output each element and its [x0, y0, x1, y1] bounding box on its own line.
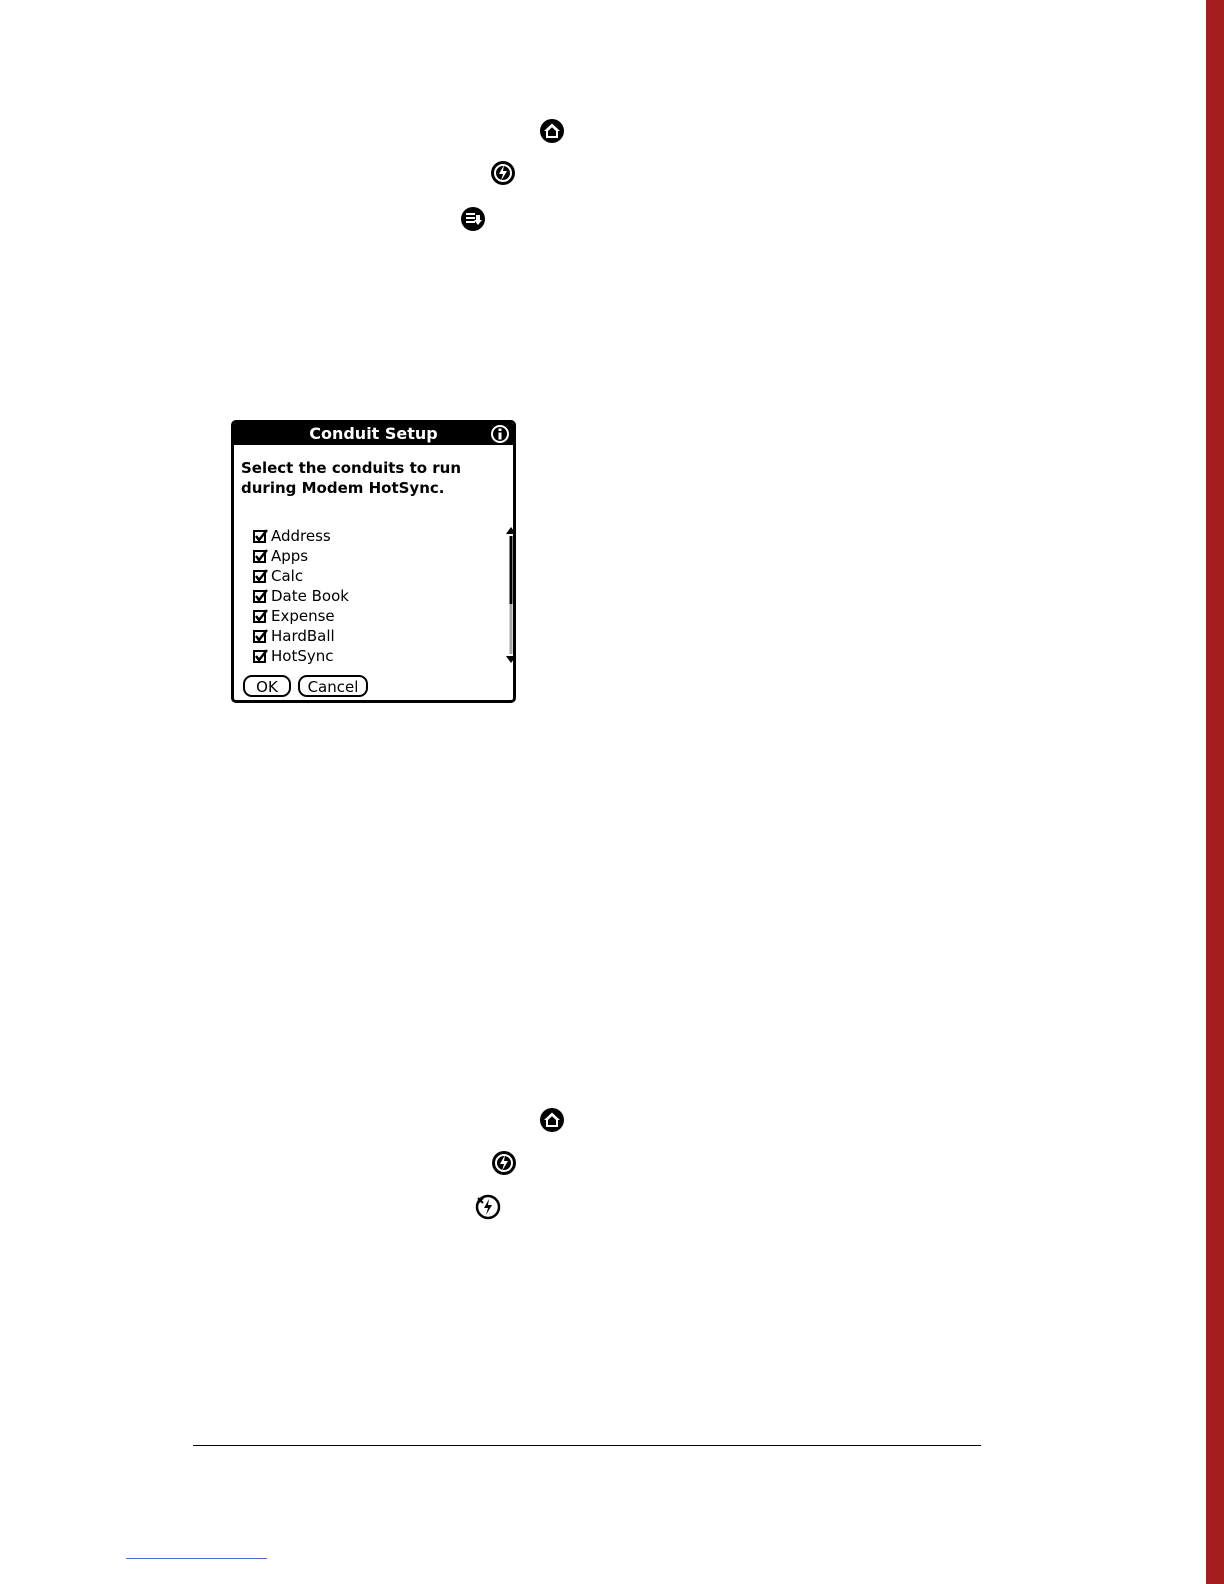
conduit-item-expense[interactable] — [253, 606, 493, 626]
ok-button[interactable]: OK — [243, 675, 291, 697]
checkbox-checked-icon[interactable] — [253, 529, 268, 544]
home-icon — [539, 1107, 565, 1133]
footer-rule — [193, 1445, 981, 1446]
checkbox-checked-icon[interactable] — [253, 629, 268, 644]
conduit-item-apps[interactable] — [253, 546, 493, 566]
checkbox-checked-icon[interactable] — [253, 649, 268, 664]
conduit-label: Date Book — [271, 587, 349, 605]
conduit-list — [253, 526, 493, 666]
menu-icon — [460, 206, 486, 232]
conduit-item-date-book[interactable] — [253, 586, 493, 606]
instruction-text: Select the conduits to run during Modem HotSync. — [241, 459, 462, 497]
checkbox-checked-icon[interactable] — [253, 589, 268, 604]
info-icon[interactable] — [490, 424, 510, 444]
dialog-title: Conduit Setup — [234, 423, 513, 445]
scrollbar[interactable] — [505, 527, 516, 664]
conduit-setup-dialog — [231, 420, 516, 703]
conduit-item-hotsync[interactable] — [253, 646, 493, 666]
conduit-item-calc[interactable] — [253, 566, 493, 586]
checkbox-checked-icon[interactable] — [253, 549, 268, 564]
conduit-label: Apps — [271, 547, 309, 565]
conduit-label: HotSync — [271, 647, 334, 665]
cancel-button[interactable]: Cancel — [298, 675, 368, 697]
conduit-item-address[interactable] — [253, 526, 493, 546]
hotsync-icon — [490, 160, 516, 186]
page-edge-bar — [1206, 0, 1224, 1584]
home-icon — [539, 118, 565, 144]
hotsync-icon — [491, 1150, 517, 1176]
footer-link-underline — [126, 1558, 267, 1559]
conduit-item-hardball[interactable] — [253, 626, 493, 646]
checkbox-checked-icon[interactable] — [253, 569, 268, 584]
conduit-label: Expense — [271, 607, 335, 625]
conduit-label: Address — [271, 527, 331, 545]
conduit-label: Calc — [271, 567, 304, 585]
modem-hotsync-icon — [475, 1194, 501, 1220]
checkbox-checked-icon[interactable] — [253, 609, 268, 624]
conduit-label: HardBall — [271, 627, 335, 645]
